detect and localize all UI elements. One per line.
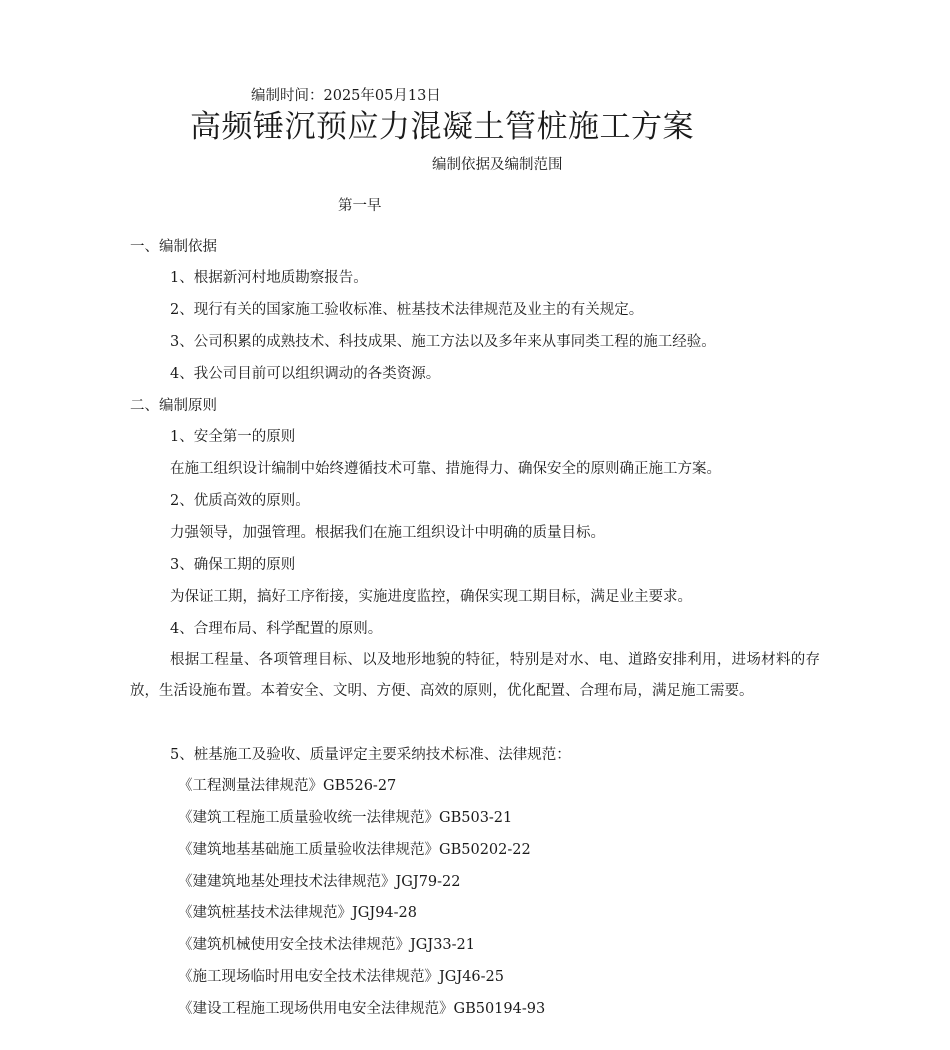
principle-title: 1、安全第一的原则: [170, 429, 296, 445]
principle-title: 4、合理布局、科学配置的原则。: [170, 621, 383, 637]
standard-item: 《建筑地基基础施工质量验收法律规范》GB50202-22: [178, 842, 531, 858]
principle-title: 5、桩基施工及验收、质量评定主要采纳技术标准、法律规范：: [170, 747, 571, 763]
standard-item: 《建筑机械使用安全技术法律规范》JGJ33-21: [178, 937, 476, 953]
standard-item: 《建建筑地基处理技术法律规范》JGJ79-22: [178, 874, 461, 890]
document-subtitle: 编制依据及编制范围: [432, 157, 563, 173]
basis-item: 4、我公司目前可以组织调动的各类资源。: [170, 366, 441, 382]
document-title: 高频锤沉预应力混凝土管桩施工方案: [190, 109, 694, 145]
standard-item: 《建筑桩基技术法律规范》JGJ94-28: [178, 905, 418, 921]
principle-title: 2、优质高效的原则。: [170, 493, 310, 509]
section-heading-principles: 二、编制原则: [130, 398, 217, 414]
section-heading-basis: 一、编制依据: [130, 239, 217, 255]
standard-item: 《施工现场临时用电安全技术法律规范》JGJ46-25: [178, 969, 505, 985]
principle-text: 力强领导，加强管理。根据我们在施工组织设计中明确的质量目标。: [170, 525, 605, 541]
chapter-label: 第一早: [338, 198, 382, 214]
standard-item: 《工程测量法律规范》GB526-27: [178, 778, 397, 794]
principle-title: 3、确保工期的原则: [170, 557, 296, 573]
basis-item: 2、现行有关的国家施工验收标准、桩基技术法律规范及业主的有关规定。: [170, 302, 644, 318]
principle-paragraph: 根据工程量、各项管理目标、以及地形地貌的特征，特别是对水、电、道路安排利用，进场材料的存放，生活设施布置。本着安全、文明、方便、高效的原则，优化配置、合理布局，满足施工需要。: [130, 652, 820, 699]
standard-item: 《建筑工程施工质量验收统一法律规范》GB503-21: [178, 810, 513, 826]
standard-item: 《建设工程施工现场供用电安全法律规范》GB50194-93: [178, 1001, 546, 1017]
principle-text: 为保证工期，搞好工序衔接，实施进度监控，确保实现工期目标，满足业主要求。: [170, 589, 692, 605]
principle-text: 在施工组织设计编制中始终遵循技术可靠、措施得力、确保安全的原则确正施工方案。: [170, 461, 721, 477]
compile-time: 编制时间：2025年05月13日: [251, 88, 441, 104]
basis-item: 1、根据新河村地质勘察报告。: [170, 270, 368, 286]
basis-item: 3、公司积累的成熟技术、科技成果、施工方法以及多年来从事同类工程的施工经验。: [170, 334, 716, 350]
